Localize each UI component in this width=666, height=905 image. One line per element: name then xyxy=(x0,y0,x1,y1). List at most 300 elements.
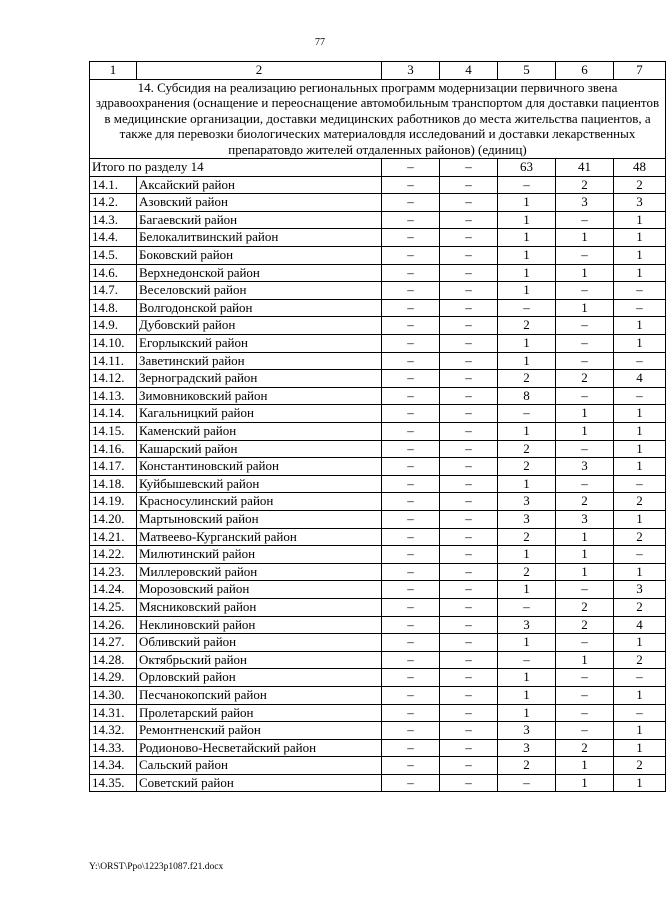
row-number: 14.30. xyxy=(90,686,137,704)
value-c3: – xyxy=(382,211,440,229)
value-c3: – xyxy=(382,335,440,353)
value-c6: 2 xyxy=(556,739,614,757)
district-name: Мартыновский район xyxy=(137,510,382,528)
district-name: Морозовский район xyxy=(137,581,382,599)
row-number: 14.4. xyxy=(90,229,137,247)
value-c6: – xyxy=(556,669,614,687)
row-number: 14.27. xyxy=(90,634,137,652)
table-row xyxy=(90,264,666,282)
value-c7: – xyxy=(614,387,666,405)
value-c3: – xyxy=(382,229,440,247)
value-c6: – xyxy=(556,634,614,652)
value-c6: – xyxy=(556,317,614,335)
value-c4: – xyxy=(440,458,498,476)
value-c7: – xyxy=(614,475,666,493)
value-c3: – xyxy=(382,774,440,792)
value-c7: 2 xyxy=(614,598,666,616)
value-c7: 1 xyxy=(614,739,666,757)
value-c5: – xyxy=(498,405,556,423)
table-row xyxy=(90,458,666,476)
value-c5: 2 xyxy=(498,757,556,775)
value-c3: – xyxy=(382,510,440,528)
value-c6: 1 xyxy=(556,563,614,581)
row-number: 14.18. xyxy=(90,475,137,493)
district-name: Советский район xyxy=(137,774,382,792)
value-c5: 1 xyxy=(498,352,556,370)
value-c3: – xyxy=(382,616,440,634)
table-row xyxy=(90,774,666,792)
value-c7: 1 xyxy=(614,774,666,792)
value-c7: 1 xyxy=(614,722,666,740)
value-c4: – xyxy=(440,194,498,212)
value-c3: – xyxy=(382,722,440,740)
value-c3: – xyxy=(382,194,440,212)
page-number: 77 xyxy=(315,37,325,48)
value-c4: – xyxy=(440,229,498,247)
row-number: 14.17. xyxy=(90,458,137,476)
row-number: 14.32. xyxy=(90,722,137,740)
district-name: Орловский район xyxy=(137,669,382,687)
value-c3: – xyxy=(382,264,440,282)
value-c6: 3 xyxy=(556,510,614,528)
value-c5: 3 xyxy=(498,493,556,511)
value-c6: 1 xyxy=(556,423,614,441)
value-c5: 1 xyxy=(498,335,556,353)
district-name: Дубовский район xyxy=(137,317,382,335)
table-row xyxy=(90,528,666,546)
row-number: 14.11. xyxy=(90,352,137,370)
value-c5: – xyxy=(498,299,556,317)
table-row xyxy=(90,229,666,247)
value-c7: 2 xyxy=(614,651,666,669)
district-name: Верхнедонской район xyxy=(137,264,382,282)
value-c4: – xyxy=(440,299,498,317)
value-c6: – xyxy=(556,581,614,599)
value-c4: – xyxy=(440,352,498,370)
row-number: 14.9. xyxy=(90,317,137,335)
district-name: Пролетарский район xyxy=(137,704,382,722)
value-c7: 1 xyxy=(614,458,666,476)
value-c7: 2 xyxy=(614,176,666,194)
table-row xyxy=(90,211,666,229)
value-c5: 1 xyxy=(498,194,556,212)
value-c7: 4 xyxy=(614,616,666,634)
value-c7: 1 xyxy=(614,686,666,704)
value-c5: 1 xyxy=(498,634,556,652)
value-c6: 2 xyxy=(556,370,614,388)
value-c4: – xyxy=(440,774,498,792)
value-c7: – xyxy=(614,352,666,370)
value-c6: 1 xyxy=(556,757,614,775)
value-c4: – xyxy=(440,405,498,423)
row-number: 14.34. xyxy=(90,757,137,775)
value-c5: 1 xyxy=(498,229,556,247)
value-c6: – xyxy=(556,335,614,353)
value-c3: – xyxy=(382,352,440,370)
total-label: Итого по разделу 14 xyxy=(90,159,382,177)
value-c5: 1 xyxy=(498,282,556,300)
row-number: 14.6. xyxy=(90,264,137,282)
table-row xyxy=(90,598,666,616)
value-c6: 1 xyxy=(556,546,614,564)
value-c7: 1 xyxy=(614,510,666,528)
value-c5: – xyxy=(498,651,556,669)
district-name: Матвеево-Курганский район xyxy=(137,528,382,546)
table-row xyxy=(90,299,666,317)
table-row xyxy=(90,493,666,511)
value-c3: – xyxy=(382,176,440,194)
row-number: 14.10. xyxy=(90,335,137,353)
value-c5: 1 xyxy=(498,475,556,493)
table-row xyxy=(90,669,666,687)
table-row xyxy=(90,176,666,194)
value-c5: 8 xyxy=(498,387,556,405)
header-cell-7: 7 xyxy=(614,62,666,80)
header-cell-1: 1 xyxy=(90,62,137,80)
value-c4: – xyxy=(440,651,498,669)
value-c4: – xyxy=(440,686,498,704)
row-number: 14.1. xyxy=(90,176,137,194)
value-c6: – xyxy=(556,387,614,405)
value-c4: – xyxy=(440,493,498,511)
row-number: 14.7. xyxy=(90,282,137,300)
value-c6: 1 xyxy=(556,774,614,792)
district-name: Куйбышевский район xyxy=(137,475,382,493)
value-c4: – xyxy=(440,546,498,564)
value-c6: 1 xyxy=(556,264,614,282)
value-c4: – xyxy=(440,634,498,652)
value-c3: – xyxy=(382,634,440,652)
value-c6: – xyxy=(556,475,614,493)
value-c4: – xyxy=(440,440,498,458)
value-c4: – xyxy=(440,739,498,757)
table-row xyxy=(90,282,666,300)
table-row xyxy=(90,739,666,757)
row-number: 14.3. xyxy=(90,211,137,229)
value-c3: – xyxy=(382,475,440,493)
value-c6: – xyxy=(556,247,614,265)
value-c6: 1 xyxy=(556,528,614,546)
value-c7: 2 xyxy=(614,493,666,511)
value-c5: 1 xyxy=(498,581,556,599)
row-number: 14.16. xyxy=(90,440,137,458)
row-number: 14.14. xyxy=(90,405,137,423)
value-c7: – xyxy=(614,282,666,300)
district-name: Белокалитвинский район xyxy=(137,229,382,247)
value-c6: – xyxy=(556,704,614,722)
table-row xyxy=(90,423,666,441)
value-c3: – xyxy=(382,370,440,388)
row-number: 14.28. xyxy=(90,651,137,669)
district-name: Родионово-Несветайский район xyxy=(137,739,382,757)
value-c7: – xyxy=(614,669,666,687)
value-c3: – xyxy=(382,739,440,757)
table-row xyxy=(90,387,666,405)
row-number: 14.22. xyxy=(90,546,137,564)
value-c4: – xyxy=(440,370,498,388)
value-c6: – xyxy=(556,211,614,229)
district-name: Багаевский район xyxy=(137,211,382,229)
table-row xyxy=(90,581,666,599)
value-c7: 1 xyxy=(614,264,666,282)
table-row xyxy=(90,510,666,528)
district-name: Миллеровский район xyxy=(137,563,382,581)
value-c4: – xyxy=(440,581,498,599)
district-name: Кашарский район xyxy=(137,440,382,458)
table-row xyxy=(90,651,666,669)
section-title-row xyxy=(90,79,666,159)
value-c5: 3 xyxy=(498,739,556,757)
table-row xyxy=(90,335,666,353)
value-c4: – xyxy=(440,317,498,335)
total-row xyxy=(90,159,666,177)
value-c5: – xyxy=(498,176,556,194)
district-name: Мясниковский район xyxy=(137,598,382,616)
value-c6: 2 xyxy=(556,598,614,616)
value-c7: 4 xyxy=(614,370,666,388)
value-c3: – xyxy=(382,440,440,458)
value-c7: – xyxy=(614,704,666,722)
value-c3: – xyxy=(382,651,440,669)
district-name: Ремонтненский район xyxy=(137,722,382,740)
table-row xyxy=(90,317,666,335)
value-c3: – xyxy=(382,528,440,546)
row-number: 14.21. xyxy=(90,528,137,546)
total-c4: – xyxy=(440,159,498,177)
value-c3: – xyxy=(382,282,440,300)
value-c6: 3 xyxy=(556,458,614,476)
value-c3: – xyxy=(382,423,440,441)
district-name: Боковский район xyxy=(137,247,382,265)
value-c6: – xyxy=(556,686,614,704)
value-c5: 2 xyxy=(498,440,556,458)
value-c5: 2 xyxy=(498,528,556,546)
value-c3: – xyxy=(382,546,440,564)
value-c3: – xyxy=(382,317,440,335)
value-c4: – xyxy=(440,176,498,194)
district-name: Красносулинский район xyxy=(137,493,382,511)
value-c5: 2 xyxy=(498,317,556,335)
value-c6: 2 xyxy=(556,616,614,634)
value-c7: 1 xyxy=(614,423,666,441)
district-name: Зерноградский район xyxy=(137,370,382,388)
value-c5: 2 xyxy=(498,370,556,388)
value-c3: – xyxy=(382,387,440,405)
value-c5: – xyxy=(498,774,556,792)
total-c5: 63 xyxy=(498,159,556,177)
value-c7: 1 xyxy=(614,405,666,423)
row-number: 14.5. xyxy=(90,247,137,265)
value-c3: – xyxy=(382,563,440,581)
district-name: Зимовниковский район xyxy=(137,387,382,405)
table-row xyxy=(90,546,666,564)
header-cell-5: 5 xyxy=(498,62,556,80)
header-row xyxy=(90,62,666,80)
table-row xyxy=(90,686,666,704)
value-c6: 1 xyxy=(556,651,614,669)
row-number: 14.23. xyxy=(90,563,137,581)
table-row xyxy=(90,563,666,581)
value-c3: – xyxy=(382,247,440,265)
table-row xyxy=(90,194,666,212)
value-c7: – xyxy=(614,546,666,564)
row-number: 14.19. xyxy=(90,493,137,511)
total-c7: 48 xyxy=(614,159,666,177)
table-row xyxy=(90,440,666,458)
value-c6: 2 xyxy=(556,493,614,511)
value-c4: – xyxy=(440,722,498,740)
row-number: 14.12. xyxy=(90,370,137,388)
value-c6: 3 xyxy=(556,194,614,212)
data-table xyxy=(89,61,666,792)
value-c6: – xyxy=(556,722,614,740)
value-c5: 1 xyxy=(498,546,556,564)
table-row xyxy=(90,247,666,265)
district-name: Неклиновский район xyxy=(137,616,382,634)
row-number: 14.33. xyxy=(90,739,137,757)
value-c5: 2 xyxy=(498,563,556,581)
value-c6: 1 xyxy=(556,405,614,423)
value-c3: – xyxy=(382,405,440,423)
district-name: Аксайский район xyxy=(137,176,382,194)
district-name: Заветинский район xyxy=(137,352,382,370)
table-row xyxy=(90,757,666,775)
value-c4: – xyxy=(440,335,498,353)
value-c5: 2 xyxy=(498,458,556,476)
value-c3: – xyxy=(382,704,440,722)
value-c5: 1 xyxy=(498,686,556,704)
footer-file-path: Y:\ORST\Ppo\1223p1087.f21.docx xyxy=(89,862,224,872)
district-name: Обливский район xyxy=(137,634,382,652)
district-name: Каменский район xyxy=(137,423,382,441)
value-c4: – xyxy=(440,616,498,634)
value-c4: – xyxy=(440,598,498,616)
value-c5: 3 xyxy=(498,510,556,528)
value-c6: – xyxy=(556,440,614,458)
value-c5: 3 xyxy=(498,722,556,740)
table-row xyxy=(90,405,666,423)
value-c7: 3 xyxy=(614,581,666,599)
header-cell-4: 4 xyxy=(440,62,498,80)
value-c3: – xyxy=(382,686,440,704)
row-number: 14.35. xyxy=(90,774,137,792)
row-number: 14.31. xyxy=(90,704,137,722)
value-c4: – xyxy=(440,528,498,546)
table-row xyxy=(90,616,666,634)
value-c7: 1 xyxy=(614,634,666,652)
value-c3: – xyxy=(382,493,440,511)
value-c4: – xyxy=(440,669,498,687)
value-c3: – xyxy=(382,598,440,616)
row-number: 14.13. xyxy=(90,387,137,405)
value-c6: 1 xyxy=(556,229,614,247)
value-c7: 1 xyxy=(614,247,666,265)
table-row xyxy=(90,475,666,493)
table-row xyxy=(90,352,666,370)
row-number: 14.2. xyxy=(90,194,137,212)
value-c4: – xyxy=(440,282,498,300)
row-number: 14.8. xyxy=(90,299,137,317)
district-name: Егорлыкский район xyxy=(137,335,382,353)
value-c3: – xyxy=(382,458,440,476)
row-number: 14.20. xyxy=(90,510,137,528)
value-c4: – xyxy=(440,510,498,528)
value-c3: – xyxy=(382,581,440,599)
value-c5: 3 xyxy=(498,616,556,634)
row-number: 14.29. xyxy=(90,669,137,687)
header-cell-6: 6 xyxy=(556,62,614,80)
table-row xyxy=(90,704,666,722)
value-c4: – xyxy=(440,247,498,265)
table-row xyxy=(90,722,666,740)
value-c4: – xyxy=(440,757,498,775)
value-c6: – xyxy=(556,282,614,300)
value-c3: – xyxy=(382,669,440,687)
value-c7: 1 xyxy=(614,211,666,229)
value-c7: 3 xyxy=(614,194,666,212)
value-c7: 1 xyxy=(614,317,666,335)
value-c4: – xyxy=(440,211,498,229)
value-c7: 1 xyxy=(614,563,666,581)
total-c6: 41 xyxy=(556,159,614,177)
header-cell-2: 2 xyxy=(137,62,382,80)
value-c7: 1 xyxy=(614,229,666,247)
table-row xyxy=(90,634,666,652)
value-c3: – xyxy=(382,757,440,775)
value-c5: 1 xyxy=(498,669,556,687)
value-c3: – xyxy=(382,299,440,317)
value-c7: 1 xyxy=(614,335,666,353)
value-c7: 1 xyxy=(614,440,666,458)
value-c5: 1 xyxy=(498,423,556,441)
value-c7: 2 xyxy=(614,528,666,546)
value-c7: 2 xyxy=(614,757,666,775)
district-name: Волгодонской район xyxy=(137,299,382,317)
table-row xyxy=(90,370,666,388)
value-c6: 1 xyxy=(556,299,614,317)
total-c3: – xyxy=(382,159,440,177)
district-name: Милютинский район xyxy=(137,546,382,564)
district-name: Октябрьский район xyxy=(137,651,382,669)
value-c6: 2 xyxy=(556,176,614,194)
value-c4: – xyxy=(440,563,498,581)
district-name: Сальский район xyxy=(137,757,382,775)
district-name: Азовский район xyxy=(137,194,382,212)
value-c5: 1 xyxy=(498,704,556,722)
district-name: Веселовский район xyxy=(137,282,382,300)
section-title: 14. Субсидия на реализацию региональных программ модернизации первичного звена здравоохранения (оснащение и переоснащение автомобильным транспортом для доставки пациентов в медицинские организации, доставки медицинских работников до места жительства пациентов, а также для перевозки биологических материаловдля исследований и доставки лекарственных препаратовдо жителей отдаленных районов) (единиц) xyxy=(90,79,666,159)
value-c6: – xyxy=(556,352,614,370)
value-c5: 1 xyxy=(498,211,556,229)
row-number: 14.24. xyxy=(90,581,137,599)
district-name: Константиновский район xyxy=(137,458,382,476)
value-c5: 1 xyxy=(498,247,556,265)
district-name: Песчанокопский район xyxy=(137,686,382,704)
header-cell-3: 3 xyxy=(382,62,440,80)
row-number: 14.15. xyxy=(90,423,137,441)
value-c4: – xyxy=(440,423,498,441)
value-c4: – xyxy=(440,387,498,405)
value-c5: – xyxy=(498,598,556,616)
value-c4: – xyxy=(440,264,498,282)
district-name: Кагальницкий район xyxy=(137,405,382,423)
value-c4: – xyxy=(440,475,498,493)
row-number: 14.25. xyxy=(90,598,137,616)
value-c4: – xyxy=(440,704,498,722)
value-c7: – xyxy=(614,299,666,317)
row-number: 14.26. xyxy=(90,616,137,634)
value-c5: 1 xyxy=(498,264,556,282)
